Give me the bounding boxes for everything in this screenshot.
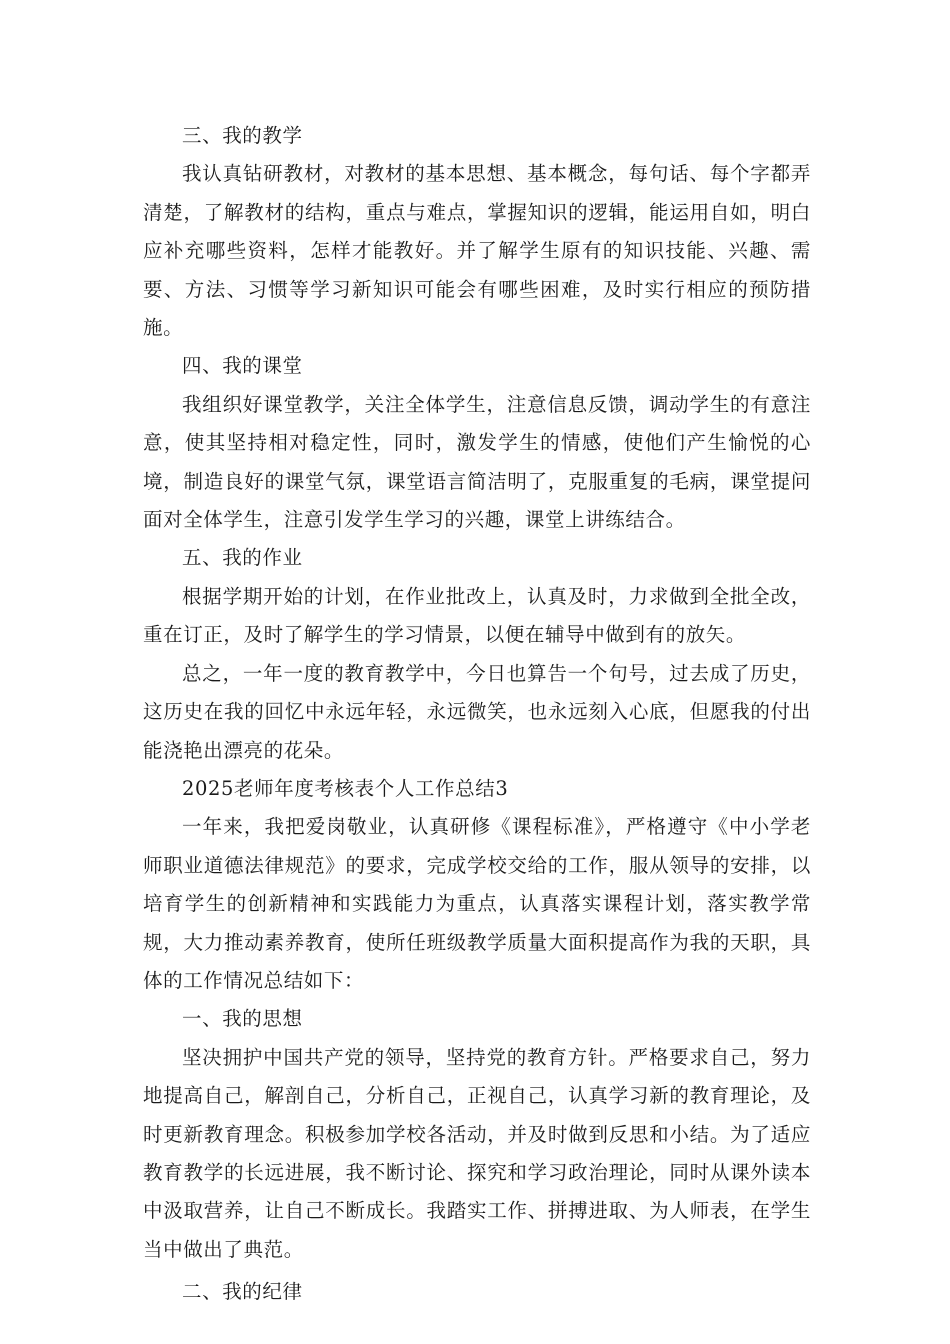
section-heading-discipline: 二、我的纪律 bbox=[182, 1280, 303, 1304]
section-heading-classroom: 四、我的课堂 bbox=[182, 354, 303, 378]
section-heading-thought: 一、我的思想 bbox=[182, 1007, 303, 1031]
paragraph-classroom: 我组织好课堂教学，关注全体学生，注意信息反馈，调动学生的有意注意，使其坚持相对稳定性，同时，激发学生的情感，使他们产生愉悦的心境，制造良好的课堂气氛，课堂语言简洁明了，克服重复的毛病，课堂提问面对全体学生，注意引发学生学习的兴趣，课堂上讲练结合。 bbox=[143, 392, 811, 532]
paragraph-teaching: 我认真钻研教材，对教材的基本思想、基本概念，每句话、每个字都弄清楚，了解教材的结构，重点与难点，掌握知识的逻辑，能运用自如，明白应补充哪些资料，怎样才能教好。并了解学生原有的知识技能、兴趣、需要、方法、习惯等学习新知识可能会有哪些困难，及时实行相应的预防措施。 bbox=[143, 162, 811, 340]
paragraph-thought: 坚决拥护中国共产党的领导，坚持党的教育方针。严格要求自己，努力地提高自己，解剖自己，分析自己，正视自己，认真学习新的教育理论，及时更新教育理念。积极参加学校各活动，并及时做到反思和小结。为了适应教育教学的长远进展，我不断讨论、探究和学习政治理论，同时从课外读本中汲取营养，让自己不断成长。我踏实工作、拼搏进取、为人师表，在学生当中做出了典范。 bbox=[143, 1045, 811, 1261]
document-body bbox=[143, 117, 811, 1312]
paragraph-intro: 一年来，我把爱岗敬业，认真研修《课程标准》，严格遵守《中小学老师职业道德法律规范》的要求，完成学校交给的工作，服从领导的安排，以培育学生的创新精神和实践能力为重点，认真落实课程计划，落实教学常规，大力推动素养教育，使所任班级教学质量大面积提高作为我的天职，具体的工作情况总结如下： bbox=[143, 815, 811, 992]
section-heading-teaching: 三、我的教学 bbox=[182, 124, 303, 147]
section-heading-homework: 五、我的作业 bbox=[182, 546, 303, 570]
paragraph-homework: 根据学期开始的计划，在作业批改上，认真及时，力求做到全批全改，重在订正，及时了解学生的学习情景，以便在辅导中做到有的放矢。 bbox=[143, 584, 811, 647]
paragraph-conclusion: 总之，一年一度的教育教学中，今日也算告一个句号，过去成了历史，这历史在我的回忆中永远年轻，永远微笑，也永远刻入心底，但愿我的付出能浇艳出漂亮的花朵。 bbox=[143, 661, 811, 762]
document-subtitle: 2025老师年度考核表个人工作总结3 bbox=[182, 776, 509, 800]
